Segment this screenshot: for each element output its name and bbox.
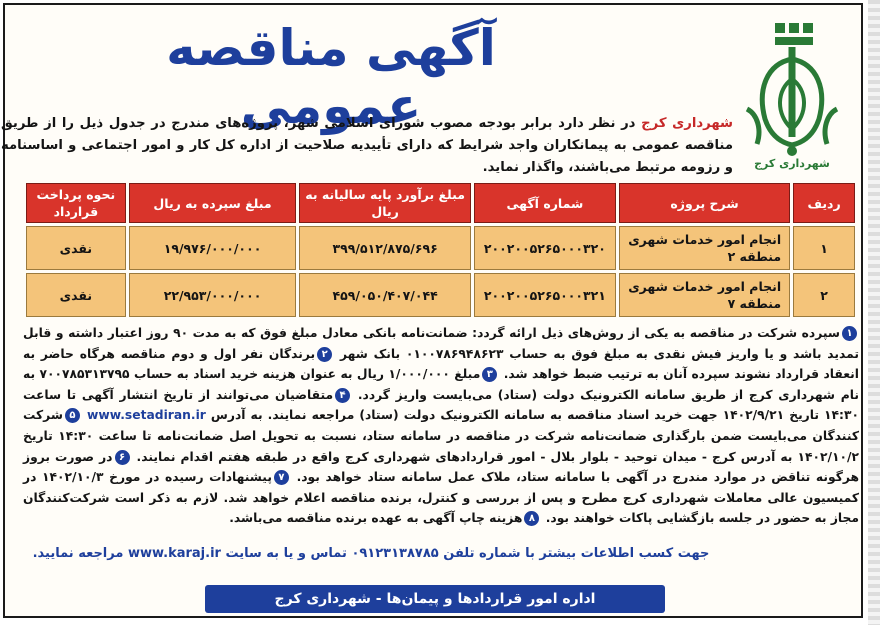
row-number: ۱ <box>793 226 855 270</box>
condition-number-badge: ۷ <box>274 470 289 485</box>
header-project-description: شرح پروژه <box>619 183 790 223</box>
condition-2: برندگان نفر اول و دوم مناقصه هرگاه حاضر به انعقاد قرارداد نشوند سپرده آنان به ترتیب ضبط خواهد شد. <box>23 346 859 382</box>
project-description: انجام امور خدمات شهری منطقه ۲ <box>619 226 790 270</box>
notice-number: ۲۰۰۲۰۰۵۲۶۵۰۰۰۳۲۱ <box>474 273 616 317</box>
header-deposit-amount: مبلغ سپرده به ریال <box>129 183 297 223</box>
condition-6: در صورت بروز هرگونه تناقض در موارد مندرج در آگهی با سامانه ستاد، ملاک عمل سامانه ستاد خواهد بود. <box>23 449 860 485</box>
condition-number-badge: ۲ <box>317 347 332 362</box>
contact-line <box>21 546 721 561</box>
condition-number-badge: ۶ <box>115 450 130 465</box>
payment-method: نقدی <box>26 226 126 270</box>
deposit-amount: ۲۲/۹۵۳/۰۰۰/۰۰۰ <box>129 273 297 317</box>
intro-paragraph <box>1 113 733 179</box>
row-number: ۲ <box>793 273 855 317</box>
table-row <box>26 273 855 317</box>
condition-number-badge: ۴ <box>335 388 350 403</box>
condition-number-badge: ۵ <box>65 408 80 423</box>
condition-number-badge: ۳ <box>482 367 497 382</box>
karaj-site-link[interactable]: www.karaj.ir <box>127 546 221 561</box>
payment-method: نقدی <box>26 273 126 317</box>
base-estimate: ۳۹۹/۵۱۲/۸۷۵/۶۹۶ <box>299 226 471 270</box>
notice-number: ۲۰۰۲۰۰۵۲۶۵۰۰۰۳۲۰ <box>474 226 616 270</box>
condition-number-badge: ۸ <box>524 511 539 526</box>
project-description: انجام امور خدمات شهری منطقه ۷ <box>619 273 790 317</box>
conditions-paragraph <box>23 323 859 529</box>
header-payment-method: نحوه پرداخت قرارداد <box>26 183 126 223</box>
header-notice-number: شماره آگهی <box>474 183 616 223</box>
deposit-amount: ۱۹/۹۷۶/۰۰۰/۰۰۰ <box>129 226 297 270</box>
intro-body: در نظر دارد برابر بودجه مصوب شورای اسلامی شهر، پروژه‌های مندرج در جدول ذیل را از طریق مناقصه عمومی به پیمانکاران واجد شرایط که دارای تأییدیه صلاحیت از اداره کل کار و امور اجتماعی و اساسنامه و رزومه مرتبط می‌باشند، واگذار نماید. <box>1 116 733 175</box>
setadiran-link[interactable]: www.setadiran.ir <box>86 408 206 423</box>
condition-3: مبلغ ۱/۰۰۰/۰۰۰ ریال به عنوان هزینه خرید اسناد به حساب ۷۰۰۷۸۵۳۱۳۷۹۵ به نام شهرداری کرج از طریق سامانه الکترونیک دولت (ستاد) می‌بایست واریز گردد. <box>23 367 860 402</box>
table-row <box>26 226 855 270</box>
table-header-row <box>26 183 855 223</box>
contact-tail: مراجعه نمایید. <box>32 546 124 561</box>
condition-4: متقاضیان می‌توانند از تاریخ انتشار آگهی تا ساعت ۱۴:۳۰ تاریخ ۱۴۰۲/۹/۲۱ جهت خرید اسناد مناقصه به سامانه الکترونیک دولت (ستاد) مراجعه نمایند. به آدرس <box>23 387 859 423</box>
intro-lead: شهرداری کرج <box>641 116 733 131</box>
condition-1: سپرده شرکت در مناقصه به یکی از روش‌های ذیل ارائه گردد: ضمانت‌نامه بانکی معادل مبلغ فوق که به مدت ۹۰ روز اعتبار داشته و قابل تمدید باشد و یا واریز فیش نقدی به مبلغ فوق به حساب ۰۱۰۰۷۸۶۹۴۸۶۲۳ بانک شهر <box>23 326 859 361</box>
header-row-number: ردیف <box>793 183 855 223</box>
notice-title: آگهی مناقصه عمومی <box>166 19 496 135</box>
projects-table <box>23 180 858 320</box>
condition-5: شرکت کنندگان می‌بایست ضمن بارگذاری ضمانت‌نامه شرکت در مناقصه در سامانه ستاد، نسبت به تحویل اصل ضمانت‌نامه تا ساعت ۱۴:۳۰ تاریخ ۱۴۰۲/۱۰/۲ به آدرس کرج - میدان توحید - بلوار بلال - امور قراردادهای شهرداری کرج واقع در طبقه هفتم اقدام نمایند. <box>23 408 859 464</box>
condition-8: هزینه چاپ آگهی به عهده برنده مناقصه می‌باشد. <box>229 511 523 526</box>
contact-text: جهت کسب اطلاعات بیشتر با شماره تلفن ۰۹۱۲۳۱۳۸۷۸۵ تماس و یا به سایت <box>225 546 710 561</box>
footer-banner: اداره امور قراردادها و پیمان‌ها - شهرداری کرج <box>205 585 665 613</box>
base-estimate: ۴۵۹/۰۵۰/۴۰۷/۰۴۴ <box>299 273 471 317</box>
condition-number-badge: ۱ <box>842 326 857 341</box>
header-base-estimate: مبلغ برآورد پایه سالیانه به ریال <box>299 183 471 223</box>
logo-emblem-icon <box>737 19 847 159</box>
municipality-logo <box>737 19 847 179</box>
notice-frame <box>3 3 863 618</box>
page-edge-strip <box>868 0 880 625</box>
logo-caption: شهرداری کرج <box>754 157 830 170</box>
condition-7: پیشنهادات رسیده در مورخ ۱۴۰۲/۱۰/۳ در کمیسیون عالی معاملات شهرداری کرج مطرح و پس از بررسی و کنترل، برنده مناقصه اعلام خواهد شد. لازم به ذکر است شرکت‌کنندگان مجاز به حضور در جلسه بازگشایی پاکات خواهند بود. <box>23 470 859 526</box>
